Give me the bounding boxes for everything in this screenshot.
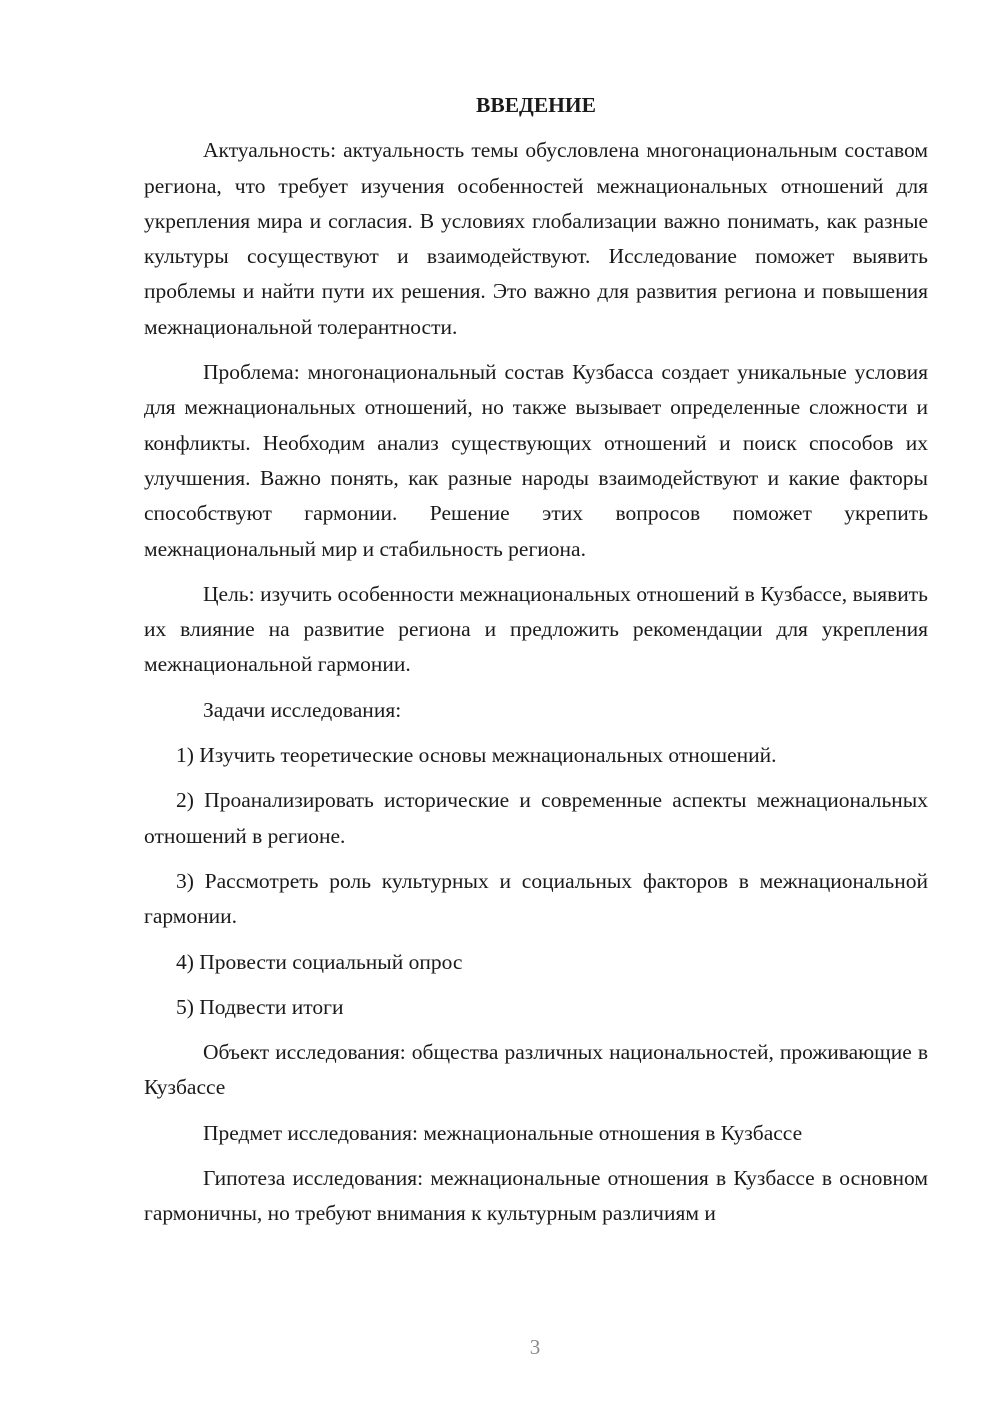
- list-item-task-1: 1) Изучить теоретические основы межнациональных отношений.: [176, 743, 777, 768]
- document-body: [144, 88, 928, 1242]
- list-item-task-3: 3) Рассмотреть роль культурных и социальных факторов в межнациональной гармонии.: [144, 868, 928, 929]
- paragraph-hypothesis: Гипотеза исследования: межнациональные отношения в Кузбассе в основном гармоничны, но требуют внимания к культурным различиям и: [144, 1166, 928, 1226]
- paragraph-goal: Цель: изучить особенности межнациональных отношений в Кузбассе, выявить их влияние на развитие региона и предложить рекомендации для укрепления межнациональной гармонии.: [144, 581, 928, 677]
- paragraph-subject: Предмет исследования: межнациональные отношения в Кузбассе: [203, 1120, 803, 1145]
- list-item-task-2: 2) Проанализировать исторические и современные аспекты межнациональных отношений в регионе.: [144, 788, 928, 848]
- section-title: ВВЕДЕНИЕ: [476, 93, 596, 117]
- list-item-task-4: 4) Провести социальный опрос: [176, 949, 463, 974]
- list-item-task-5: 5) Подвести итоги: [176, 994, 344, 1019]
- paragraph-object: Объект исследования: общества различных национальностей, проживающие в Кузбассе: [144, 1040, 928, 1100]
- paragraph-problem: Проблема: многонациональный состав Кузбасса создает уникальные условия для межнациональных отношений, но также вызывает определенные сложности и конфликты. Необходим анализ существующих отношений и поиск способов их улучшения. Важно понять, как разные народы взаимодействуют и какие факторы способствуют гармонии. Решение этих вопросов поможет укрепить межнациональный мир и стабильность региона.: [144, 360, 928, 561]
- paragraph-tasks-heading: Задачи исследования:: [203, 697, 402, 722]
- page-number: 3: [529, 1335, 541, 1359]
- paragraph-relevance: Актуальность: актуальность темы обусловлена многонациональным составом региона, что требует изучения особенностей межнациональных отношений для укрепления мира и согласия. В условиях глобализации важно понимать, как разные культуры сосуществуют и взаимодействуют. Исследование поможет выявить проблемы и найти пути их решения. Это важно для развития региона и повышения межнациональной толерантности.: [144, 138, 928, 339]
